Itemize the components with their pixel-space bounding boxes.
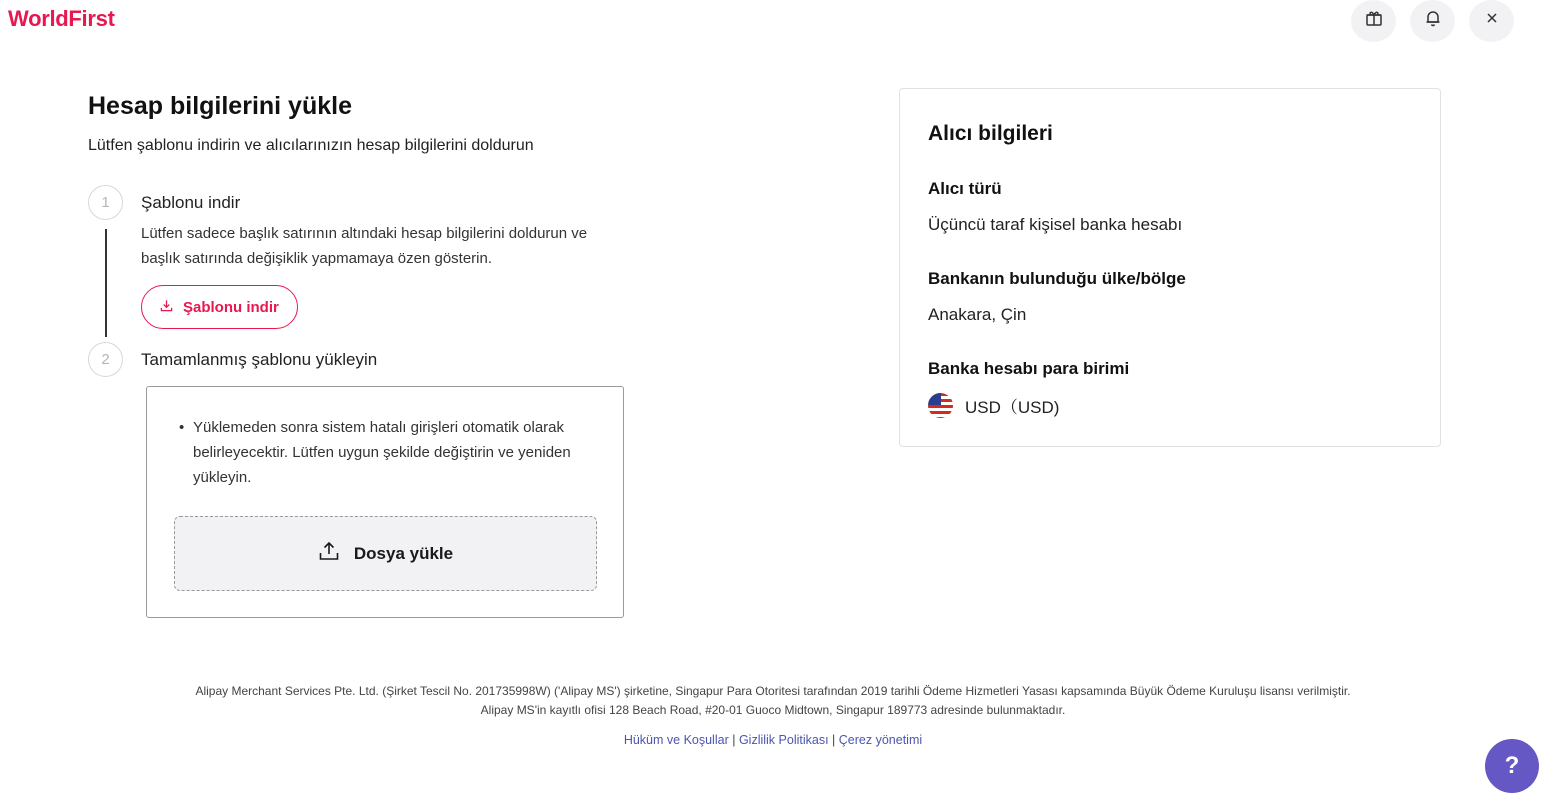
bullet: • (179, 419, 185, 436)
download-template-button[interactable] (141, 285, 298, 329)
step-title: Tamamlanmış şablonu yükleyin (141, 350, 378, 369)
worldfirst-logo[interactable]: WorldFirst (8, 6, 115, 31)
help-button[interactable]: ? (1485, 739, 1539, 793)
card-title: Alıcı bilgileri (928, 122, 1053, 145)
privacy-link[interactable]: Gizlilik Politikası (738, 733, 829, 747)
upload-file-label: Dosya yükle (353, 543, 454, 563)
recipient-type-label: Alıcı türü (928, 179, 1002, 198)
close-button[interactable] (1469, 0, 1514, 42)
footer-legal (0, 682, 1546, 720)
us-flag-icon (928, 393, 953, 418)
upload-note (175, 415, 595, 490)
upload-note-text: Yüklemeden sonra sistem hatalı girişleri otomatik olarak belirleyecektir. Lütfen uygun şekilde değiştirin ve yeniden yükleyin. (193, 419, 571, 486)
step-title: Şablonu indir (141, 193, 241, 212)
bank-country-label: Bankanın bulunduğu ülke/bölge (928, 269, 1186, 288)
recipient-info-card (899, 88, 1441, 447)
file-upload-dropzone[interactable] (174, 516, 597, 591)
upload-account-section (88, 92, 648, 378)
footer-line-1: Alipay Merchant Services Pte. Ltd. (Şirket Tescil No. 201735998W) ('Alipay MS') şirketine, Singapur Para Otoritesi tarafından 2019 tarihli Ödeme Hizmetleri Yasası kapsamında Büyük Ödeme Kuruluşu lisansı verilmiştir. (195, 684, 1351, 698)
terms-link[interactable]: Hüküm ve Koşullar (623, 733, 729, 747)
footer-line-2: Alipay MS'in kayıtlı ofisi 128 Beach Road, #20-01 Guoco Midtown, Singapur 189773 adresinde bulunmaktadır. (480, 703, 1066, 717)
page-title: Hesap bilgilerini yükle (88, 92, 352, 120)
footer-links (0, 733, 1546, 747)
cookie-management-link[interactable]: Çerez yönetimi (838, 733, 923, 747)
page-subtitle: Lütfen şablonu indirin ve alıcılarınızın hesap bilgilerini doldurun (88, 137, 534, 154)
link-separator: | (832, 733, 836, 747)
step-upload-template (88, 342, 648, 378)
close-icon (1482, 8, 1502, 34)
upload-icon (318, 540, 340, 567)
recipient-type-value: Üçüncü taraf kişisel banka hesabı (928, 215, 1183, 234)
download-template-label: Şablonu indir (183, 298, 279, 316)
notifications-button[interactable] (1410, 0, 1455, 42)
bank-country-value: Anakara, Çin (928, 305, 1027, 324)
steps (88, 185, 648, 378)
link-separator: | (732, 733, 736, 747)
currency-text: USD（USD) (965, 398, 1060, 417)
bell-icon (1423, 8, 1443, 34)
step-number-2: 2 (88, 342, 123, 377)
step-download-template (88, 185, 648, 329)
account-currency-value (928, 393, 1059, 418)
gift-button[interactable] (1351, 0, 1396, 42)
top-actions (1351, 0, 1514, 42)
account-currency-label: Banka hesabı para birimi (928, 359, 1130, 378)
download-icon (160, 299, 173, 316)
gift-icon (1364, 8, 1384, 34)
upload-box (146, 386, 624, 618)
step-number-1: 1 (88, 185, 123, 220)
step-description: Lütfen sadece başlık satırının altındaki hesap bilgilerini doldurun ve başlık satırında değişiklik yapmamaya özen gösterin. (141, 225, 588, 267)
